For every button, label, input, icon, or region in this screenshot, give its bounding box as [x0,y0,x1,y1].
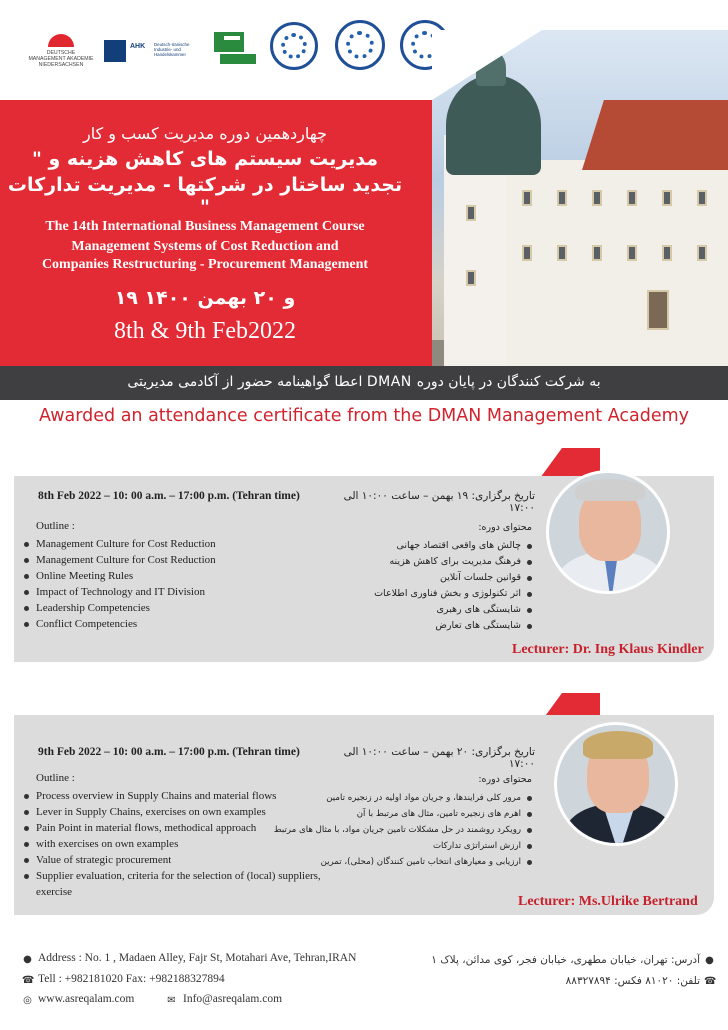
list-item: شایستگی های رهبری [330,602,532,618]
course-subtitle-en-2: Companies Restructuring - Procurement Management [41,257,369,272]
address-en: Address : No. 1 , Madaen Alley, Fajr St, Motahari Ave, Tehran,IRAN [38,952,357,964]
course-subtitle-fa: " مدیریت سیستم های کاهش هزینه و [31,148,379,170]
course-date-fa: ۱۹ و ۲۰ بهمن ۱۴۰۰ [114,287,296,309]
phone-icon: ☎ [22,975,35,986]
banner-corner [432,30,542,100]
ahk-logo: AHK Deutsch-Iranische Industrie- und Handelskammer [104,40,200,64]
session-2-date-fa: تاریخ برگزاری: ۲۰ بهمن – ساعت ۱۰:۰۰ الی ۱۷:۰۰ [343,746,535,770]
list-item: مرور کلی فرایندها، و جریان مواد اولیه در زنجیره تامین [260,790,532,806]
list-item: Leadership Competencies [24,600,284,616]
list-item: فرهنگ مدیریت برای کاهش هزینه [330,554,532,570]
list-item: رویکرد روشمند در حل مشکلات تامین جریان مواد، با مثال های مرتبط [260,822,532,838]
dman-logo: DEUTSCHE MANAGEMENT AKADEMIE NIEDERSACHSEN [28,34,94,78]
certificate-text-fa: اعطا گواهینامه حضور از آکادمی مدیریتی DMAN به شرکت کنندگان در پایان دوره [127,374,601,390]
list-item: Conflict Competencies [24,616,284,632]
list-item: Lever in Supply Chains, exercises on own examples [24,804,354,820]
contact-phone-en: Tell : +982181020 Fax: +982188327894 [38,973,225,985]
lecturer-photo-kindler [546,470,670,594]
list-item: Management Culture for Cost Reduction [24,552,284,568]
contact-phone-fa: تلفن: ۸۱۰۲۰ فکس: ۸۸۳۲۷۸۹۴ [565,975,700,987]
asreqalam-logo [210,30,258,70]
chamber-seal-icon [270,22,318,70]
list-item: Impact of Technology and IT Division [24,584,284,600]
lecturer-name-1: Lecturer: Dr. Ing Klaus Kindler [512,642,704,657]
course-subtitle-fa-2: تجدید ساختار در شرکتها - مدیریت تدارکات " [7,174,403,218]
session-2-outline-fa [260,790,532,870]
session-1-outline-title: Outline : [36,520,75,532]
course-title-fa: چهاردهمین دوره مدیریت کسب و کار [82,124,328,143]
session-2-date-en: 9th Feb 2022 – 10: 00 a.m. – 17:00 p.m. (Tehran time) [38,746,300,758]
list-item: چالش های واقعی اقتصاد جهانی [330,538,532,554]
list-item: with exercises on own examples [24,836,354,852]
list-item: Online Meeting Rules [24,568,284,584]
session-2-outline-title-fa: محتوای دوره: [478,774,532,785]
address-fa: آدرس: تهران، خیابان مطهری، خیابان فجر، کوی مدائن، پلاک ۱ [431,954,700,966]
list-item: ارزیابی و معیارهای انتخاب تامین کنندگان (محلی)، تمرین [260,854,532,870]
list-item: اهرم های زنجیره تامین، مثال های مرتبط با آن [260,806,532,822]
list-item: اثر تکنولوژی و بخش فناوری اطلاعات [330,586,532,602]
list-item: Supplier evaluation, criteria for the selection of (local) suppliers, exercise [24,868,354,884]
lecturer-name-2: Lecturer: Ms.Ulrike Bertrand [518,894,698,909]
globe-icon: ◎ [23,995,32,1006]
list-item: ارزش استراتژی تدارکات [260,838,532,854]
session-1-date-fa: تاریخ برگزاری: ۱۹ بهمن – ساعت ۱۰:۰۰ الی ۱۷:۰۰ [343,490,535,514]
location-pin-icon: ● [705,955,714,966]
location-pin-icon: ● [23,954,32,965]
session-1-outline-fa [330,538,532,634]
phone-icon: ☎ [704,976,717,987]
course-title-en: The 14th International Business Management Course [45,219,365,234]
certificate-text-en: Awarded an attendance certificate from the DMAN Management Academy [38,406,690,426]
envelope-icon: ✉ [167,995,176,1006]
session-2-outline-title: Outline : [36,772,75,784]
course-subtitle-en: Management Systems of Cost Reduction and [71,239,339,254]
chamber-seal-icon [335,20,385,70]
list-item: قوانین جلسات آنلاین [330,570,532,586]
session-1-outline-en [24,536,284,632]
session-1-outline-title-fa: محتوای دوره: [478,522,532,533]
list-item: Value of strategic procurement [24,852,354,868]
course-date-en: 8th & 9th Feb2022 [113,318,296,344]
list-item: Management Culture for Cost Reduction [24,536,284,552]
list-item: شایستگی های تعارض [330,618,532,634]
lecturer-photo-bertrand [554,722,678,846]
list-item: Pain Point in material flows, methodical approach [24,820,354,836]
website-link[interactable]: www.asreqalam.com [38,993,135,1005]
session-1-date-en: 8th Feb 2022 – 10: 00 a.m. – 17:00 p.m. (Tehran time) [38,490,300,502]
list-item: Process overview in Supply Chains and material flows [24,788,354,804]
email-link[interactable]: Info@asreqalam.com [183,993,283,1005]
